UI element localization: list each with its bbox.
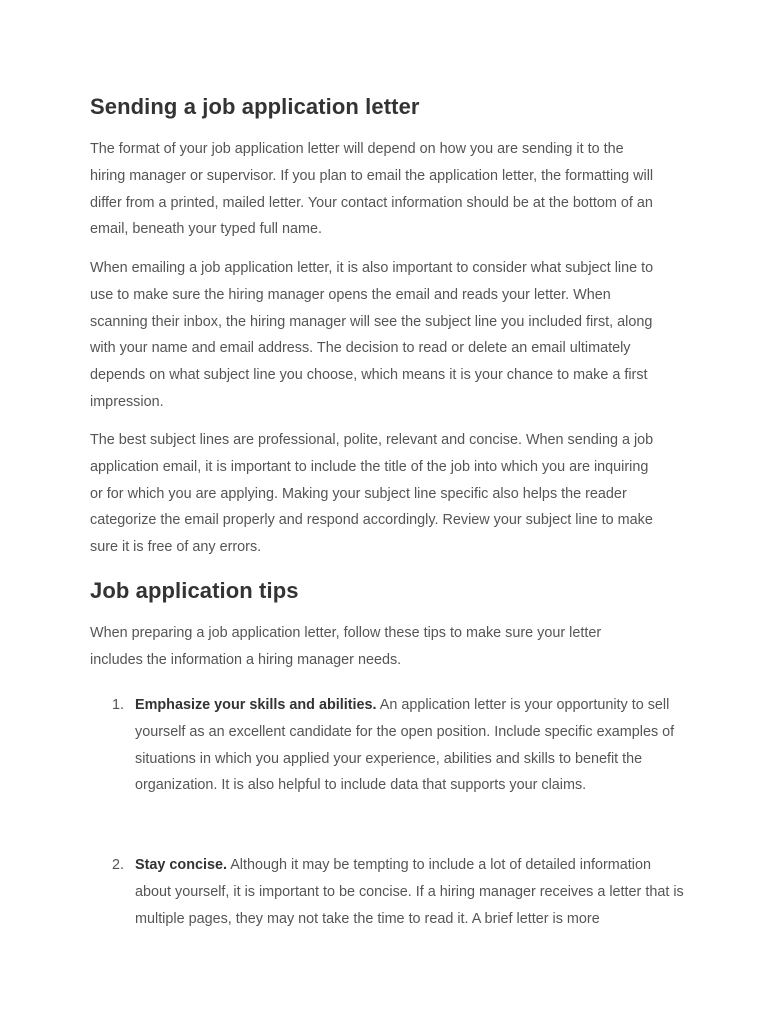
list-item-body	[135, 852, 685, 932]
paragraph-subject-line: When emailing a job application letter, it is also important to consider what subject line to use to make sure the hiring manager opens the email and reads your letter. When scanning their inbox, the hiring manager will see the subject line you included first, along with your name and email address. The decision to read or delete an email ultimately depends on what subject line you choose, which means it is your chance to make a first impression.	[90, 260, 654, 410]
paragraph-format: The format of your job application letter will depend on how you are sending it to the hiring manager or supervisor. If you plan to email the application letter, the formatting will differ from a printed, mailed letter. Your contact information should be at the bottom of an email, beneath your typed full name.	[90, 141, 654, 238]
list-item-text: Although it may be tempting to include a lot of detailed information about yourself, it is important to be concise. If a hiring manager receives a letter that is multiple pages, they may not take the time to read it. A brief letter is more	[135, 857, 684, 927]
paragraph-best-subject-lines: The best subject lines are professional, polite, relevant and concise. When sending a job application email, it is important to include the title of the job into which you are inquiring or for which you are applying. Making your subject line specific also helps the reader categorize the email properly and respond accordingly. Review your subject line to make sure it is free of any errors.	[90, 432, 654, 556]
list-item-lead: Stay concise.	[135, 857, 227, 873]
section-heading-tips: Job application tips	[90, 578, 299, 603]
section-heading-sending: Sending a job application letter	[90, 94, 420, 119]
list-item-number: 1.	[112, 697, 125, 713]
list-item-number: 2.	[112, 857, 125, 873]
list-item-text: An application letter is your opportunity to sell yourself as an excellent candidate for the open position. Include specific examples of situations in which you applied your experience, abilities and skills to benefit the organization. It is also helpful to include data that supports your claims.	[135, 697, 675, 794]
list-item-lead: Emphasize your skills and abilities.	[135, 697, 377, 713]
paragraph-tips-intro: When preparing a job application letter, follow these tips to make sure your letter includes the information a hiring manager needs.	[90, 625, 602, 668]
list-item-body	[135, 692, 685, 799]
